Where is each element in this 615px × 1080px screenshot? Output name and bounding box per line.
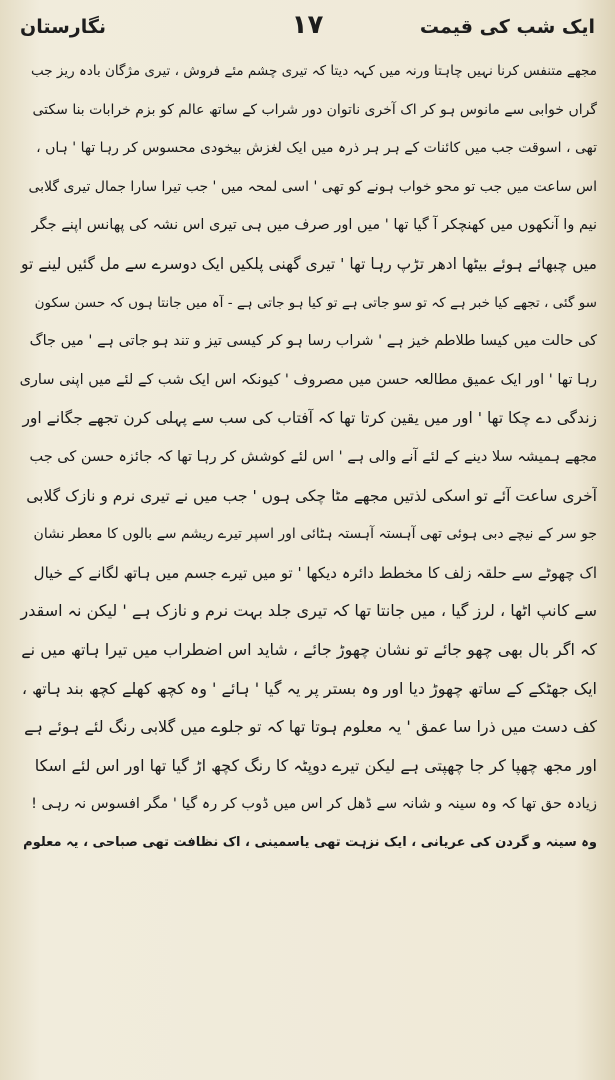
chapter-title: ایک شب کی قیمت: [419, 16, 595, 38]
text-line: تھی ، اسوقت جب میں کائنات کے ہر ہر ذرہ میں ایک لغزش بیخودی محسوس کر رہا تھا ' ہاں ،: [36, 140, 597, 157]
text-line: ایک جھٹکے کے ساتھ چھوڑ دیا اور وہ بستر پر یہ گیا ' ہائے ' وہ کچھ کھلے کچھ بند ہاتھ ،: [21, 678, 597, 698]
text-line: اس ساعت میں جب تو محو خواب ہونے کو تھی ' اسی لمحہ میں ' جب تیرا سارا جمال تیری گلابی: [28, 178, 597, 195]
page-number: ۱۷: [291, 10, 324, 40]
text-line: زیادہ حق تھا کہ وہ سینہ و شانہ سے ڈھل کر اس میں ڈوب کر رہ گیا ' مگر افسوس نہ رہی !: [31, 796, 597, 813]
text-line: نیم وا آنکھوں میں کھنچکر آ گیا تھا ' میں اور صرف میں ہی تیری اس نشہ کی پھانس اپنے جگر: [31, 217, 597, 234]
text-line: آخری ساعت آئے تو اسکی لذتیں مجھے مٹا چکی ہوں ' جب میں نے تیری نرم و نازک گلابی: [26, 486, 597, 505]
text-line: کہ اگر بال بھی چھو جائے تو نشان چھوڑ جائے ، شاید اس اضطراب میں تیرا ہاتھ میں نے: [21, 639, 597, 659]
text-line: زندگی دے چکا تھا ' اور میں یقین کرتا تھا کہ آفتاب کی سب سے پہلی کرن تجھے جگانے اور: [22, 409, 597, 428]
text-line: مجھے ہمیشہ سلا دینے کے لئے آنے والی ہے ' اس لئے کوشش کر رہا تھا کہ جائزہ حسن کی جب: [29, 448, 597, 465]
text-line: مجھے متنفس کرنا نہیں چاہتا ورنہ میں کہہ دیتا کہ تیری چشم مئے فروش ، تیری مژگان بادہ ریز جب: [31, 63, 597, 79]
text-line: سے کانپ اٹھا ، لرز گیا ، میں جانتا تھا کہ تیری جلد بہت نرم و نازک ہے ' لیکن نہ اسقدر: [20, 601, 597, 621]
text-line: اک چھوٹے سے حلقہ زلف کا مخطط دائرہ دیکھا ' تو میں تیرے جسم میں ہاتھ لگانے کے خیال: [33, 563, 597, 582]
text-line: جو سر کے نیچے دبی ہوئی تھی آہستہ آہستہ ہٹائی اور اسپر تیرے ریشم سے بالوں کا معطر نشان: [33, 526, 597, 543]
book-title: نگارستان: [20, 16, 107, 38]
text-line: گراں خوابی سے مانوس ہو کر اک آخری ناتوان دور شراب کے ساتھ عالم کو بزم خرابات بنا سکتی: [32, 101, 597, 118]
text-line: اور مجھ چھپا کر جا چھپتی ہے لیکن تیرے دوپٹہ کا رنگ کچھ اڑ گیا تھا اور اس لئے اسکا: [34, 755, 597, 775]
page-header: [20, 10, 595, 54]
text-line: کف دست میں ذرا سا عمق ' یہ معلوم ہوتا تھا کہ تو جلوے میں گلابی رنگ لئے ہوئے ہے: [24, 717, 597, 737]
body-text: [18, 52, 597, 862]
text-line: میں چبھائے ہوئے بیٹھا ادھر تڑپ رہا تھا ' تیری گھنی پلکیں ایک دوسرے سے مل گئیں لینے تو: [20, 254, 597, 273]
text-line: رہا تھا ' اور ایک عمیق مطالعہ حسن میں مصروف ' کیونکہ اس ایک شب کے لئے میں اپنی ساری: [19, 371, 597, 388]
text-line: سو گئی ، تجھے کیا خبر ہے کہ تو سو جاتی ہے تو کیا ہو جاتی ہے - آہ میں جانتا ہوں کہ حسن سکون: [34, 294, 597, 311]
text-line: کی حالت میں کیسا طلاطم خیز ہے ' شراب رسا ہو کر کیسی تیز و تند ہو جاتی ہے ' میں جاگ: [29, 333, 597, 350]
text-line: وہ سینہ و گردن کی عریانی ، ایک نزہت تھی یاسمینی ، اک نظافت تھی صباحی ، یہ معلوم: [23, 834, 597, 850]
